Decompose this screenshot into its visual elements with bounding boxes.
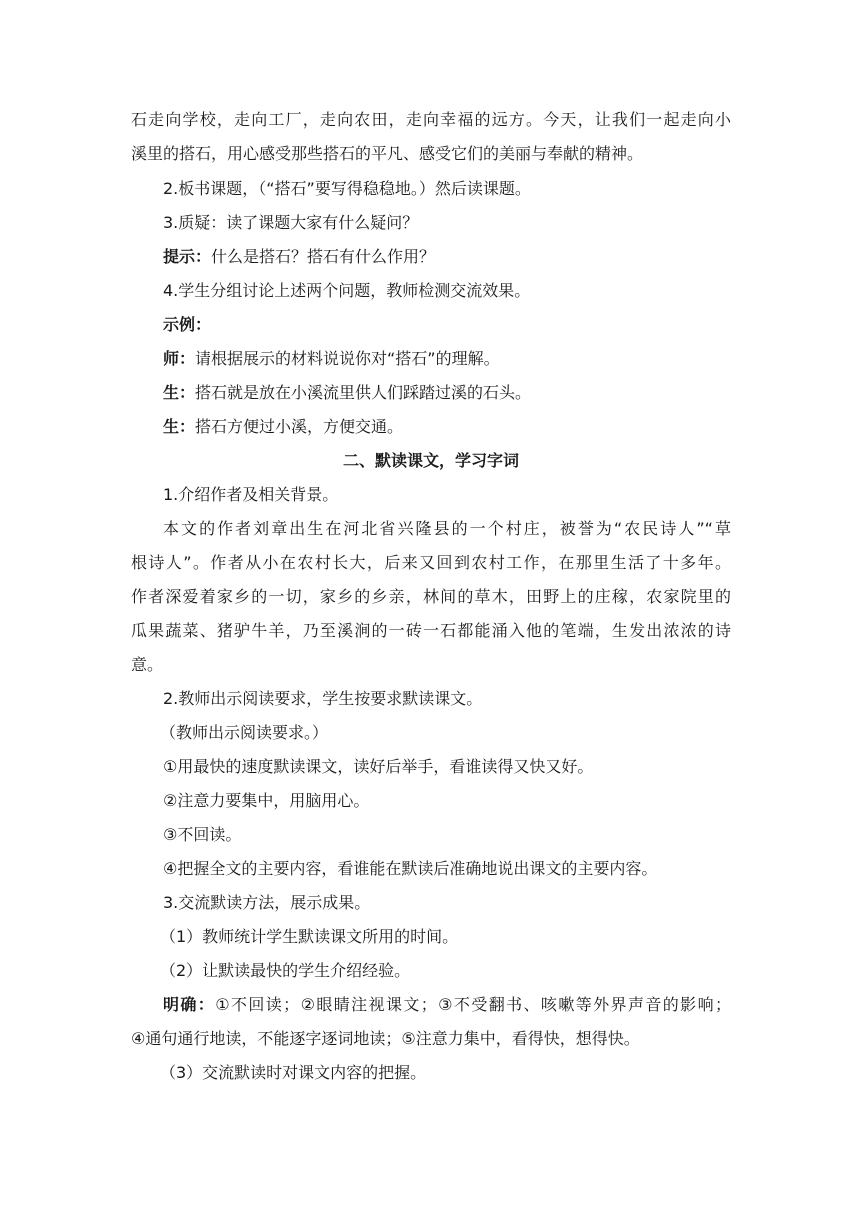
note-line: （教师出示阅读要求。）	[160, 723, 329, 742]
section-heading: 二、默读课文，学习字词	[342, 451, 519, 470]
hint-label: 提示：	[163, 247, 212, 266]
student-label: 生：	[163, 417, 196, 436]
step-2: 2.教师出示阅读要求，学生按要求默读课文。	[163, 689, 483, 708]
clear-line	[163, 995, 731, 1015]
step-3: 3.质疑：读了课题大家有什么疑问？	[163, 213, 419, 232]
clear-text: ①不回读；②眼睛注视课文；③不受翻书、咳嗽等外界声音的影响；	[215, 995, 731, 1014]
sub-item: （3）交流默读时对课文内容的把握。	[160, 1063, 427, 1082]
student-line	[163, 417, 731, 437]
step-3: 3.交流默读方法，展示成果。	[163, 893, 371, 912]
clear-label: 明确：	[163, 995, 216, 1014]
teacher-text: 请根据展示的材料说说你对“搭石”的理解。	[195, 349, 500, 368]
paragraph-line: 根诗人”。作者从小在农村长大，后来又回到农村工作，在那里生活了十多年。	[131, 553, 731, 572]
step-2: 2.板书课题，（“搭石”要写得稳稳地。）然后读课题。	[163, 179, 531, 198]
student-line	[163, 383, 731, 403]
student-label: 生：	[163, 383, 196, 402]
paragraph-line: 石走向学校，走向工厂，走向农田，走向幸福的远方。今天，让我们一起走向小	[131, 110, 731, 129]
step-1: 1.介绍作者及相关背景。	[163, 485, 339, 504]
paragraph-line: 作者深爱着家乡的一切，家乡的乡亲，林间的草木，田野上的庄稼，农家院里的	[131, 587, 731, 606]
paragraph-line: 意。	[131, 655, 164, 674]
paragraph-line: 本文的作者刘章出生在河北省兴隆县的一个村庄，被誉为“农民诗人”“草	[163, 519, 731, 538]
student-text: 搭石方便过小溪，方便交通。	[195, 417, 404, 436]
teacher-line	[163, 349, 731, 369]
hint-line	[163, 247, 731, 267]
sub-item: （2）让默读最快的学生介绍经验。	[160, 961, 411, 980]
step-4: 4.学生分组讨论上述两个问题，教师检测交流效果。	[163, 281, 531, 300]
paragraph-line: 瓜果蔬菜、猪驴牛羊，乃至溪涧的一砖一石都能涌入他的笔端，生发出浓浓的诗	[131, 621, 731, 640]
teacher-label: 师：	[163, 349, 196, 368]
hint-text: 什么是搭石？搭石有什么作用？	[211, 247, 436, 266]
requirement-item: ①用最快的速度默读课文，读好后举手，看谁读得又快又好。	[163, 757, 594, 776]
sub-item: （1）教师统计学生默读课文所用的时间。	[160, 927, 459, 946]
requirement-item: ③不回读。	[163, 825, 242, 844]
paragraph-line: 溪里的搭石，用心感受那些搭石的平凡、感受它们的美丽与奉献的精神。	[131, 144, 644, 163]
requirement-item: ④把握全文的主要内容，看谁能在默读后准确地说出课文的主要内容。	[163, 859, 658, 878]
paragraph-line: ④通句通行地读，不能逐字逐词地读；⑤注意力集中，看得快，想得快。	[131, 1029, 640, 1048]
example-heading: 示例：	[163, 315, 212, 334]
student-text: 搭石就是放在小溪流里供人们踩踏过溪的石头。	[195, 383, 532, 402]
requirement-item: ②注意力要集中，用脑用心。	[163, 791, 370, 810]
